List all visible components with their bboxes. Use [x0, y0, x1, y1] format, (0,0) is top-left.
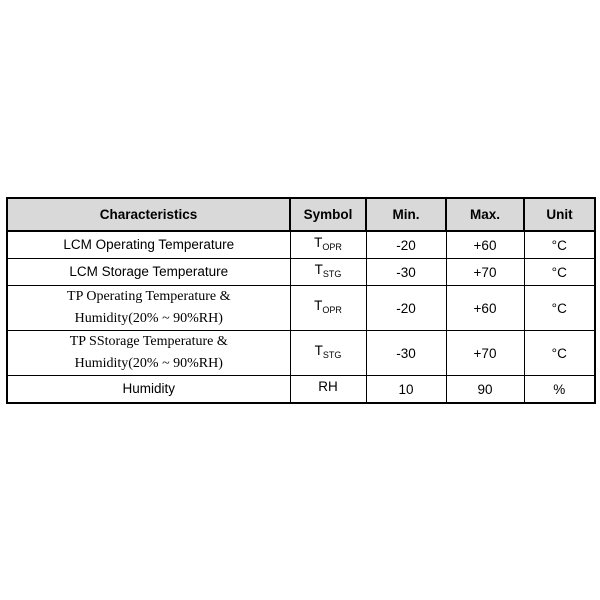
table-row: [7, 259, 595, 286]
unit-cell: °C: [524, 286, 595, 331]
characteristic-cell: [7, 331, 290, 376]
specifications-table: [6, 197, 596, 404]
table-header-row: [7, 198, 595, 231]
min-cell: -30: [366, 331, 446, 376]
header-unit: Unit: [524, 198, 595, 231]
characteristic-cell: [7, 231, 290, 259]
unit-cell: °C: [524, 231, 595, 259]
min-cell: -20: [366, 286, 446, 331]
max-cell: +70: [446, 259, 524, 286]
symbol-main: T: [314, 298, 323, 313]
header-max: Max.: [446, 198, 524, 231]
symbol-subscript: STG: [322, 350, 342, 360]
characteristic-label: LCM Storage Temperature: [69, 264, 229, 279]
symbol-cell: [290, 259, 366, 286]
min-cell: -20: [366, 231, 446, 259]
symbol-subscript: STG: [322, 269, 342, 279]
unit-cell: °C: [524, 331, 595, 376]
max-cell: 90: [446, 376, 524, 404]
symbol-main: T: [314, 343, 323, 358]
min-cell: 10: [366, 376, 446, 404]
characteristic-cell: [7, 376, 290, 404]
symbol-subscript: OPR: [322, 305, 342, 315]
table-row: [7, 231, 595, 259]
header-characteristics: Characteristics: [7, 198, 290, 231]
symbol-main: T: [314, 262, 323, 277]
table-row: [7, 286, 595, 331]
header-min: Min.: [366, 198, 446, 231]
symbol-cell: [290, 231, 366, 259]
max-cell: +60: [446, 231, 524, 259]
symbol-main: RH: [318, 379, 338, 394]
table-row: [7, 376, 595, 404]
unit-cell: %: [524, 376, 595, 404]
header-symbol: Symbol: [290, 198, 366, 231]
characteristic-label-line1: TP SStorage Temperature &: [69, 334, 228, 349]
characteristic-label: LCM Operating Temperature: [63, 237, 235, 252]
symbol-main: T: [314, 235, 323, 250]
table-row: [7, 331, 595, 376]
max-cell: +60: [446, 286, 524, 331]
characteristic-cell: [7, 286, 290, 331]
symbol-cell: [290, 376, 366, 404]
symbol-cell: [290, 331, 366, 376]
unit-cell: °C: [524, 259, 595, 286]
characteristic-cell: [7, 259, 290, 286]
min-cell: -30: [366, 259, 446, 286]
characteristic-label-line1: TP Operating Temperature &: [67, 289, 231, 304]
characteristic-label-line2: Humidity(20% ~ 90%RH): [74, 356, 223, 371]
characteristic-label-line2: Humidity(20% ~ 90%RH): [74, 311, 223, 326]
max-cell: +70: [446, 331, 524, 376]
characteristic-label: Humidity: [122, 381, 175, 396]
symbol-subscript: OPR: [322, 242, 342, 252]
symbol-cell: [290, 286, 366, 331]
